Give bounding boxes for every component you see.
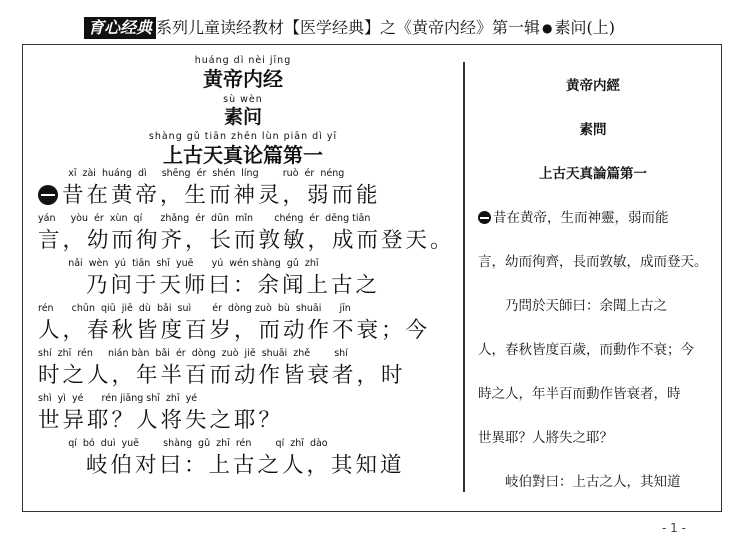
trad-text-line: 時之人，年半百而動作皆衰者，時 xyxy=(478,386,681,402)
brand-logo: 育心经典 xyxy=(84,17,156,39)
traditional-column xyxy=(478,76,708,516)
title2-pinyin: sù wèn xyxy=(223,94,263,105)
title3-pinyin: shàng gǔ tiān zhēn lùn piān dì yī xyxy=(148,131,338,142)
paragraph-bullet-icon xyxy=(478,211,491,224)
trad-text-line: 人，春秋皆度百歲，而動作不衰；今 xyxy=(478,342,694,358)
chapter-title: 上古天真论篇第一 xyxy=(163,143,323,167)
title1-pinyin: huáng dì nèi jīng xyxy=(194,55,292,66)
trad-text-line: 言，幼而徇齊，長而敦敏，成而登天。 xyxy=(478,254,708,270)
text-line: 岐伯对曰：上古之人，其知道 xyxy=(86,453,405,478)
text-line: 世异耶？人将失之耶？ xyxy=(38,408,284,433)
paragraph-bullet-icon xyxy=(38,185,58,205)
pinyin-line: shì yì yé rén jiāng shī zhī yé xyxy=(38,393,198,404)
pinyin-line: qí bó duì yuē shàng gǔ zhī rén qí zhī dào xyxy=(38,438,328,449)
section-title: 素问 xyxy=(223,106,262,128)
trad-section-title: 素問 xyxy=(579,122,607,138)
text-line-content: 昔在黄帝，生而神灵，弱而能 xyxy=(62,183,381,208)
text-line: 乃问于天师曰：余闻上古之 xyxy=(86,273,381,298)
trad-text-line: 世異耶？人將失之耶？ xyxy=(478,430,613,446)
text-line: 人，春秋皆度百岁，而动作不衰；今 xyxy=(38,318,431,343)
pinyin-line: yán yòu ér xùn qí zhǎng ér dūn mǐn chéng ér dēng tiān xyxy=(38,213,371,224)
text-line: 时之人，年半百而动作皆衰者，时 xyxy=(38,363,406,388)
column-divider xyxy=(463,62,465,492)
pinyin-line: rén chūn qiū jiē dù bǎi suì ér dòng zuò bù shuāi jīn xyxy=(38,303,351,314)
trad-text-line-content: 昔在黄帝，生而神靈，弱而能 xyxy=(493,210,669,226)
page-number: - 1 - xyxy=(662,521,686,535)
series-title: 系列儿童读经教材【医学经典】之《黄帝内经》第一辑 xyxy=(156,18,541,37)
text-line xyxy=(38,179,448,213)
trad-text-line: 乃問於天師曰：余聞上古之 xyxy=(505,298,667,314)
trad-book-title: 黄帝内經 xyxy=(566,78,620,94)
simplified-column xyxy=(38,55,455,483)
trad-text-line: 岐伯對曰：上古之人，其知道 xyxy=(505,474,681,490)
separator-dot: ● xyxy=(542,21,553,35)
text-line: 言，幼而徇齐，长而敦敏，成而登天。 xyxy=(38,228,455,253)
book-title: 黄帝内经 xyxy=(203,67,283,91)
page-header xyxy=(84,16,615,40)
pinyin-line: xī zài huáng dì shēng ér shén líng ruò ér néng xyxy=(38,168,345,179)
trad-text-line xyxy=(478,208,708,252)
pinyin-line: shí zhī rén nián bàn bǎi ér dòng zuò jiē shuāi zhě shí xyxy=(38,348,348,359)
pinyin-line: nǎi wèn yú tiān shī yuē yú wén shàng gǔ zhī xyxy=(38,258,319,269)
volume-label: 素问(上) xyxy=(554,18,616,37)
trad-chapter-title: 上古天真論篇第一 xyxy=(539,166,647,182)
